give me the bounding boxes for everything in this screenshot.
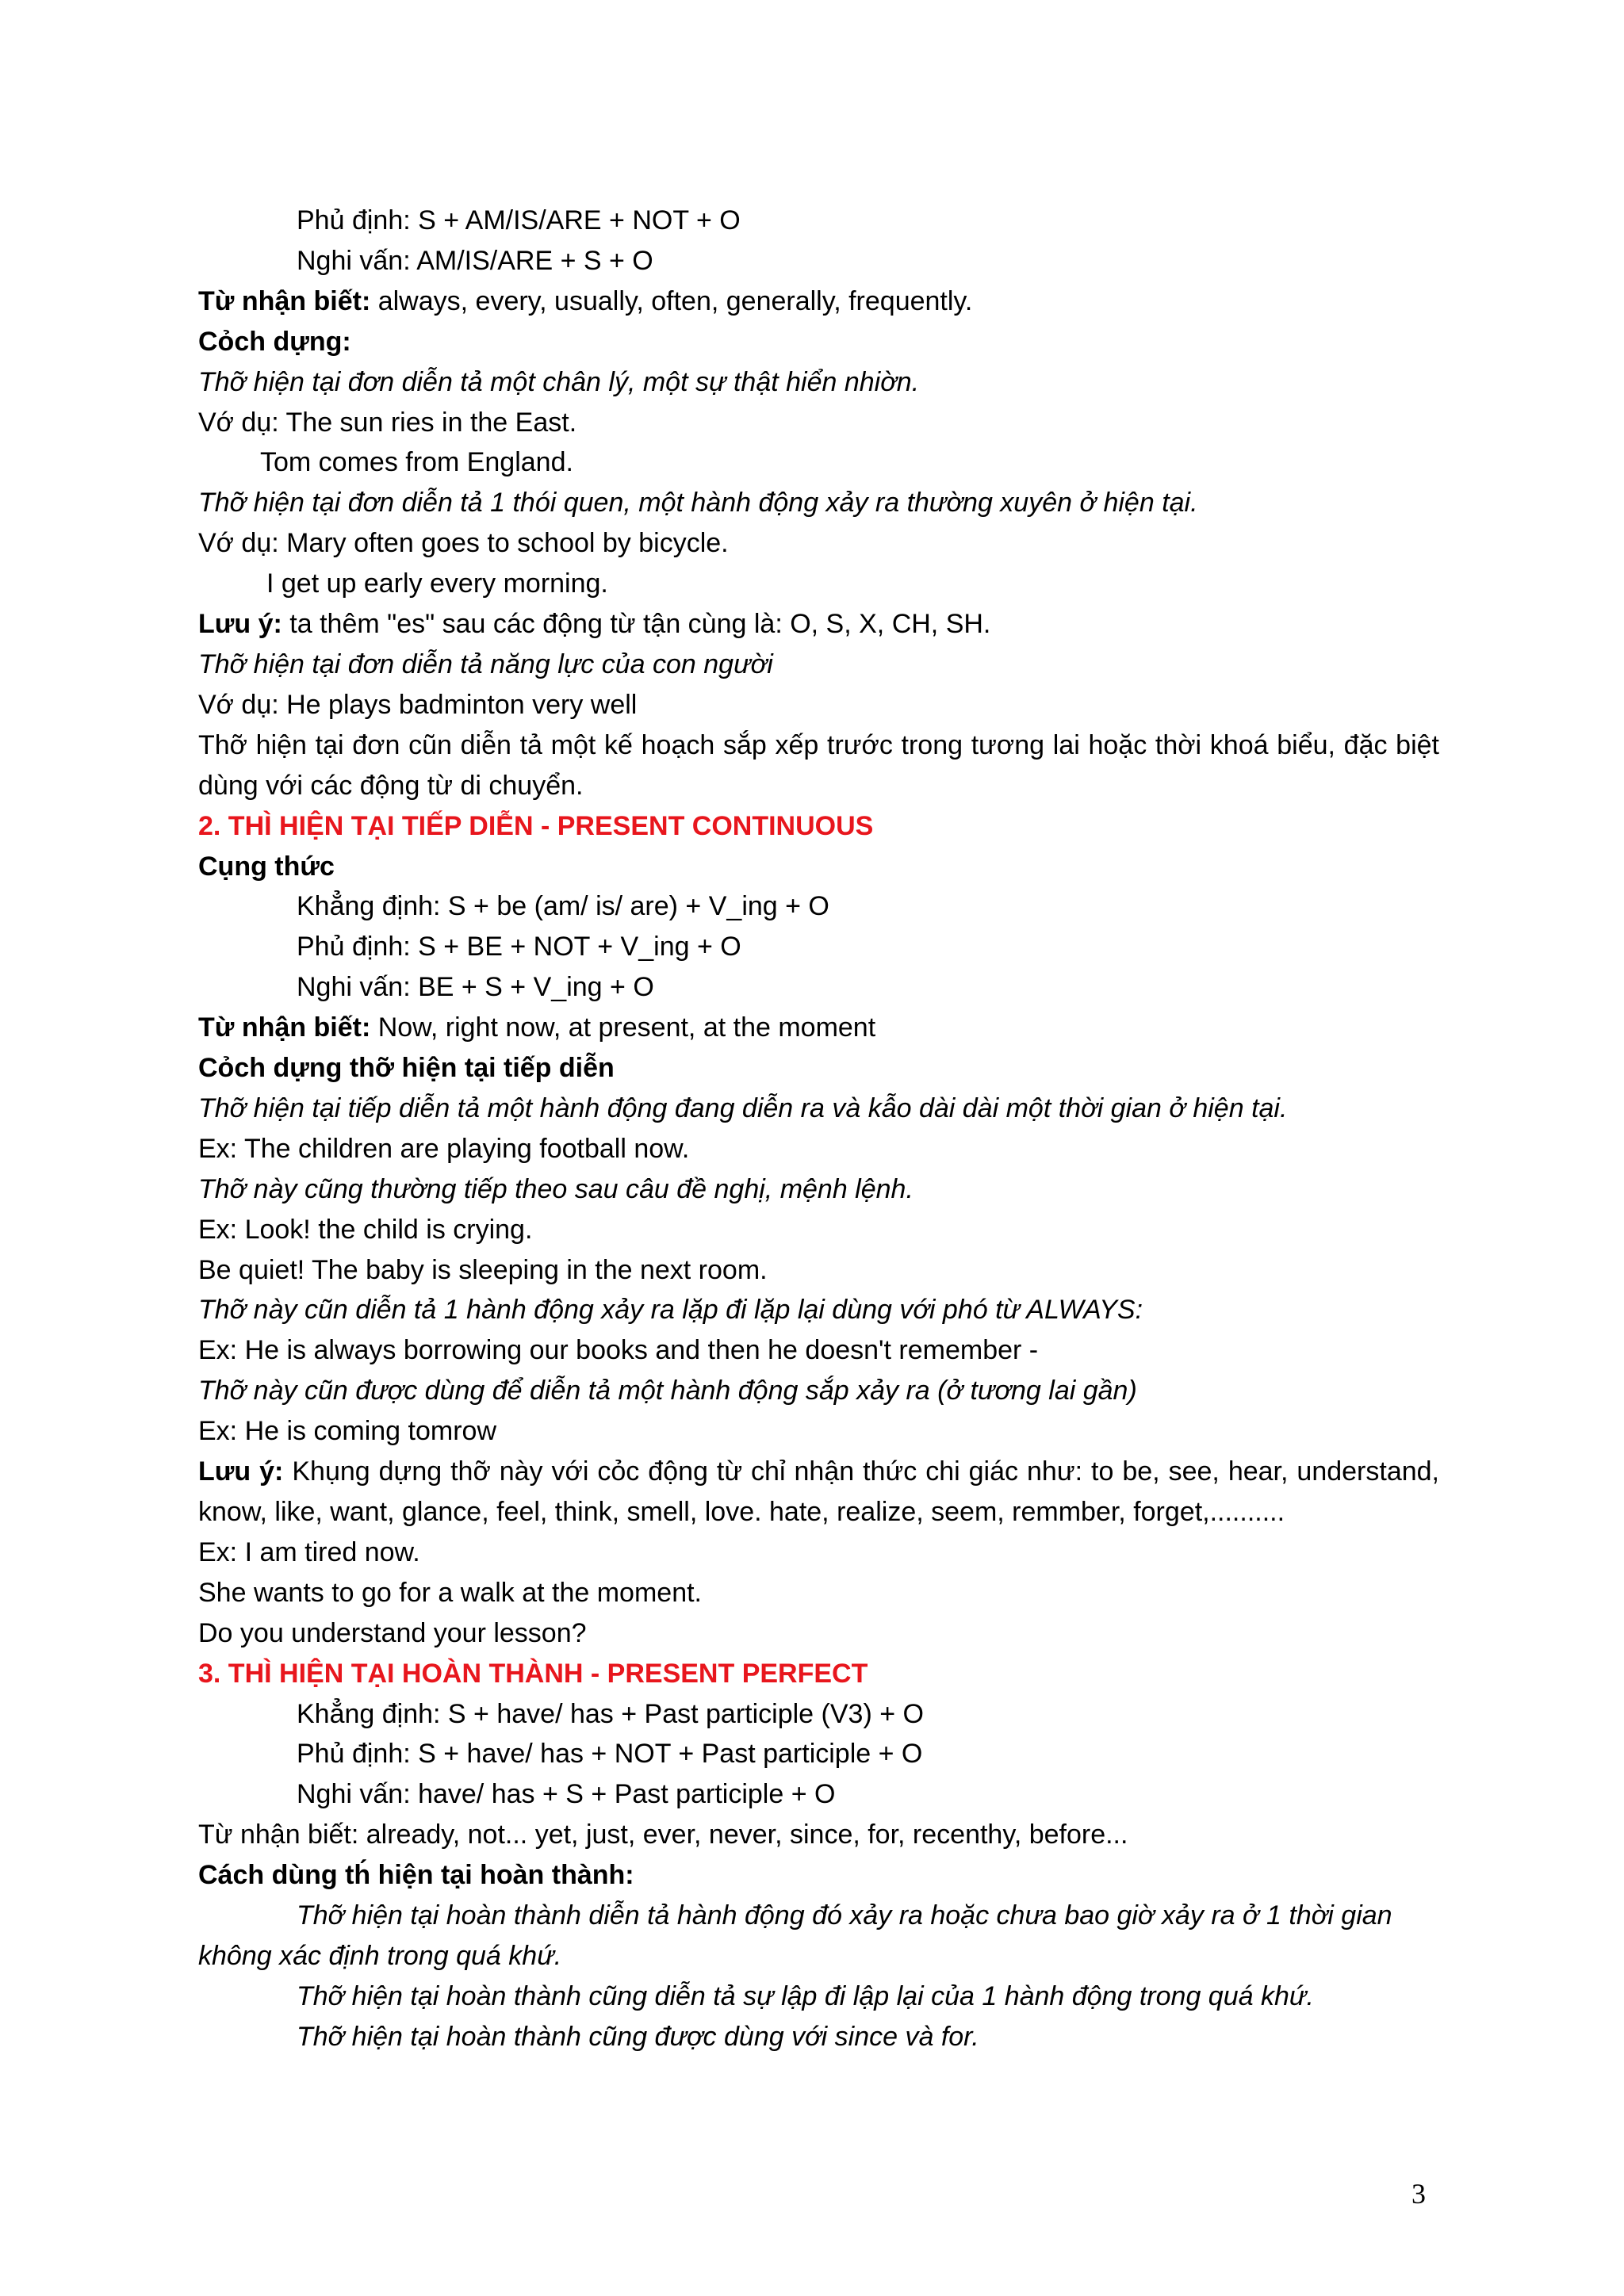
line-text: Phủ định: S + have/ has + NOT + Past participle + O bbox=[297, 1739, 923, 1770]
line-text: Vớ dụ: He plays badminton very well bbox=[198, 689, 638, 720]
line-text: Thỡ hiện tại hoàn thành diễn tả hành động đó xảy ra hoặc chưa bao giờ xảy ra ở 1 thời gian bbox=[297, 1900, 1392, 1931]
line-text: Tom comes from England. bbox=[260, 447, 573, 478]
text-line bbox=[198, 442, 1439, 483]
text-line bbox=[198, 1815, 1439, 1855]
line-text: Ex: He is always borrowing our books and then he doesn't remember - bbox=[198, 1335, 1039, 1366]
text-line bbox=[198, 1936, 1439, 1976]
text-line bbox=[198, 1613, 1439, 1654]
text-line bbox=[198, 2017, 1439, 2057]
line-text: Khụng dựng thỡ này với cỏc động từ chỉ nhận thức chi giác như: to be, see, hear, understand, know, like, want, glance, feel, think, smell, love. hate, realize, seem, remmber, forget,.......... bbox=[198, 1456, 1447, 1527]
text-line bbox=[198, 564, 1439, 604]
line-text: 2. THÌ HIỆN TẠI TIẾP DIỄN - PRESENT CONTINUOUS bbox=[198, 810, 874, 841]
line-text: Thỡ hiện tại hoàn thành cũng được dùng với since và for. bbox=[297, 2021, 979, 2052]
bold-label: Cỏch dựng: bbox=[198, 326, 351, 357]
line-text: Thỡ hiện tại đơn diễn tả một chân lý, một sự thật hiển nhiờn. bbox=[198, 366, 920, 397]
text-line bbox=[198, 1734, 1439, 1774]
line-text: Phủ định: S + AM/IS/ARE + NOT + O bbox=[297, 205, 741, 235]
text-line bbox=[198, 1048, 1439, 1089]
line-text: Từ nhận biết: already, not... yet, just, ever, never, since, for, recenthy, before... bbox=[198, 1820, 1128, 1850]
text-line bbox=[198, 1774, 1439, 1815]
text-line bbox=[198, 322, 1439, 362]
line-text: Vớ dụ: Mary often goes to school by bicycle. bbox=[198, 528, 729, 559]
line-text: Vớ dụ: The sun ries in the East. bbox=[198, 407, 577, 438]
text-line bbox=[198, 1089, 1439, 1129]
page-number: 3 bbox=[1411, 2178, 1426, 2210]
text-line bbox=[198, 362, 1439, 403]
text-line bbox=[198, 1452, 1447, 1533]
line-text: Nghi vấn: BE + S + V_ing + O bbox=[297, 972, 654, 1003]
line-text: Phủ định: S + BE + NOT + V_ing + O bbox=[297, 932, 741, 962]
text-line bbox=[198, 927, 1439, 967]
text-line bbox=[198, 604, 1439, 645]
text-line bbox=[198, 725, 1447, 806]
text-line bbox=[198, 685, 1439, 725]
line-text: 3. THÌ HIỆN TẠI HOÀN THÀNH - PRESENT PERFECT bbox=[198, 1658, 868, 1689]
line-text: always, every, usually, often, generally, frequently. bbox=[370, 285, 973, 316]
text-line bbox=[198, 886, 1439, 927]
line-text: Be quiet! The baby is sleeping in the next room. bbox=[198, 1254, 768, 1285]
line-text: Thỡ hiện tại tiếp diễn tả một hành động đang diễn ra và kẫo dài dài một thời gian ở hiện tại. bbox=[198, 1093, 1288, 1123]
line-text: Nghi vấn: AM/IS/ARE + S + O bbox=[297, 245, 653, 276]
text-line bbox=[198, 1129, 1439, 1169]
line-text: Thỡ này cũng thường tiếp theo sau câu đề nghị, mệnh lệnh. bbox=[198, 1173, 914, 1204]
text-line bbox=[198, 1694, 1439, 1735]
line-text: Thỡ hiện tại đơn diễn tả 1 thói quen, một hành động xảy ra thường xuyên ở hiện tại. bbox=[198, 488, 1198, 519]
line-text: không xác định trong quá khứ. bbox=[198, 1940, 562, 1971]
line-text: Khẳng định: S + be (am/ is/ are) + V_ing + O bbox=[297, 891, 829, 922]
document-body bbox=[198, 201, 1447, 2057]
section-heading bbox=[198, 1654, 1439, 1694]
bold-label: Từ nhận biết: bbox=[198, 1012, 371, 1043]
text-line bbox=[198, 201, 1439, 241]
line-text: She wants to go for a walk at the moment. bbox=[198, 1577, 702, 1608]
text-line bbox=[198, 523, 1439, 564]
line-text: Thỡ hiện tại đơn diễn tả năng lực của con người bbox=[198, 649, 773, 679]
text-line bbox=[198, 403, 1439, 443]
text-line bbox=[198, 483, 1439, 523]
text-line bbox=[198, 967, 1439, 1008]
line-text: Do you understand your lesson? bbox=[198, 1617, 587, 1648]
bold-label: Lưu ý: bbox=[198, 1456, 284, 1487]
text-line bbox=[198, 1573, 1439, 1613]
text-line bbox=[198, 1290, 1439, 1330]
line-text: Ex: The children are playing football now. bbox=[198, 1133, 690, 1164]
line-text: Cụng thức bbox=[198, 851, 335, 882]
text-line bbox=[198, 1250, 1439, 1291]
text-line bbox=[198, 645, 1439, 685]
text-line bbox=[198, 1210, 1439, 1250]
line-text: Thỡ hiện tại đơn cũn diễn tả một kế hoạch sắp xếp trước trong tương lai hoặc thời khoá biểu, đặc biệt dùng với các động từ di chuyển. bbox=[198, 729, 1447, 801]
text-line bbox=[198, 1330, 1439, 1371]
text-line bbox=[198, 847, 1439, 887]
text-line bbox=[198, 1855, 1439, 1896]
text-line bbox=[198, 1976, 1439, 2017]
section-heading bbox=[198, 806, 1439, 847]
line-text: ta thêm "es" sau các động từ tận cùng là: O, S, X, CH, SH. bbox=[282, 609, 991, 640]
line-text: Thỡ hiện tại hoàn thành cũng diễn tả sự lập đi lập lại của 1 hành động trong quá khứ. bbox=[297, 1980, 1314, 2011]
text-line bbox=[198, 1411, 1439, 1452]
text-line bbox=[198, 1008, 1439, 1048]
bold-label: Lưu ý: bbox=[198, 609, 282, 640]
line-text: Nghi vấn: have/ has + S + Past participle + O bbox=[297, 1779, 836, 1810]
line-text: Khẳng định: S + have/ has + Past participle (V3) + O bbox=[297, 1698, 924, 1729]
line-text: Ex: Look! the child is crying. bbox=[198, 1214, 533, 1245]
line-text: I get up early every morning. bbox=[266, 568, 608, 599]
line-text: Cách dùng th́ hiện tại hoàn thành: bbox=[198, 1860, 634, 1891]
line-text: Ex: I am tired now. bbox=[198, 1536, 420, 1567]
line-text: Thỡ này cũn diễn tả 1 hành động xảy ra lặp đi lặp lại dùng với phó từ ALWAYS: bbox=[198, 1295, 1143, 1326]
text-line bbox=[198, 241, 1439, 281]
text-line bbox=[198, 1533, 1439, 1573]
line-text: Ex: He is coming tomrow bbox=[198, 1416, 496, 1447]
bold-label: Từ nhận biết: bbox=[198, 285, 371, 316]
text-line bbox=[198, 1169, 1439, 1210]
line-text: Cỏch dựng thỡ hiện tại tiếp diễn bbox=[198, 1053, 615, 1084]
text-line bbox=[198, 1371, 1439, 1411]
text-line bbox=[198, 1896, 1439, 1936]
line-text: Thỡ này cũn được dùng để diễn tả một hành động sắp xảy ra (ở tương lai gần) bbox=[198, 1376, 1137, 1406]
text-line bbox=[198, 281, 1439, 322]
line-text: Now, right now, at present, at the moment bbox=[370, 1012, 876, 1043]
